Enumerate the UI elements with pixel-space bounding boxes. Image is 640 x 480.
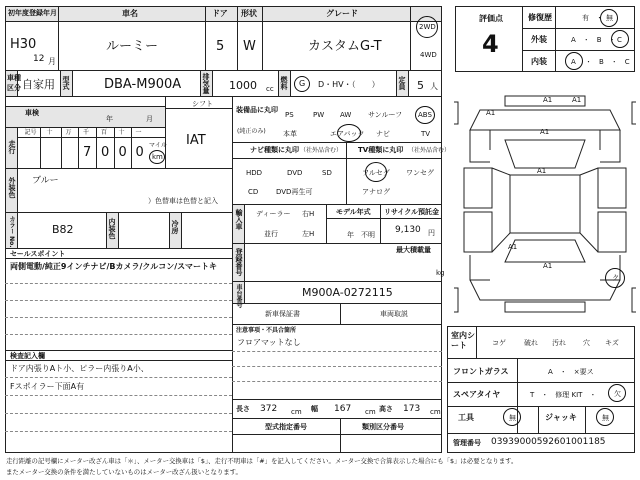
shift-label: シフト [192, 100, 213, 108]
mileage-digit: 0 [118, 145, 127, 160]
width-unit: cm [365, 408, 376, 416]
navi-label: ナビ種類に丸印 [250, 146, 299, 154]
reg-month-unit: 月 [48, 57, 56, 66]
model-value: DBA-M900A [104, 77, 182, 92]
equipment-airbag: エアバック [330, 130, 365, 138]
type-designation-label: 型式指定番号 [265, 423, 307, 431]
reg-year-value: H30 [10, 37, 37, 52]
warranty-label: 新車保証書 [265, 310, 300, 318]
front-glass-value: A ・ ×要ス [548, 368, 594, 376]
inspector-line-1: ドア内張りAト小、ピラー内張りA小、 [10, 364, 149, 373]
repair-label: 修復歴 [528, 13, 552, 22]
spare-tire-label: スペアタイヤ [453, 390, 501, 399]
shape-value: W [243, 39, 256, 54]
manual-label: 車両取説 [380, 310, 408, 318]
capacity-unit: 人 [430, 82, 438, 91]
grade-label: グレード [326, 9, 358, 18]
mileage-digit-label: 記号 [24, 129, 37, 136]
mgmt-label: 管理番号 [453, 439, 481, 447]
mileage-digit-label: 十 [46, 129, 53, 136]
width-label: 幅 [311, 405, 318, 413]
inspector-line-2: Fスポイラー下面A有 [10, 382, 85, 391]
width-value: 167 [334, 404, 352, 414]
capacity-value: 5 [417, 79, 424, 92]
mileage-digit-label: 百 [101, 129, 108, 136]
cautions-value: フロアマットなし [237, 338, 301, 347]
equipment-ps: PS [285, 111, 294, 119]
max-load-label: 最大積載量 [396, 246, 431, 254]
tv-oneseg: ワンセグ [406, 169, 434, 177]
interior-label: 内装 [531, 57, 547, 66]
equipment-sunroof: サンルーフ [368, 111, 403, 119]
interior-selected: A [571, 58, 576, 66]
footer-line-1: 走行距離の記号欄にメーター改ざん車は「＊」、メーター交換車は「$」、走行不明車は「#」を記入してください。メーター交換で合算表示した場合にも「$」は必要となります。 [6, 457, 518, 465]
inspection-month-unit: 月 [146, 115, 153, 123]
unit-km: km [152, 153, 163, 161]
recycle-value: 9,130 [395, 225, 421, 235]
cautions-label: 注意事項・不具合箇所 [236, 327, 297, 334]
model-year-value: 年 不明 [347, 231, 375, 239]
navi-hdd: HDD [246, 169, 263, 177]
seat-item-tear: 破れ [524, 339, 538, 347]
fuel-options: D・HV・（ ） [318, 80, 380, 89]
import-dealer: ディーラー [256, 210, 291, 218]
seat-item-hole: 穴 [583, 339, 590, 347]
exterior-selected: C [617, 36, 622, 44]
equipment-leather: 本革 [283, 130, 297, 138]
navi-sub: （社外品含む） [300, 147, 343, 154]
height-label: 高さ [379, 405, 393, 413]
category-label-2: 区分 [7, 84, 21, 92]
footer-line-2: またメーター交換の条件を満たしていないものはメーター改ざん扱いとなります。 [6, 468, 242, 476]
capacity-label: 定員 [398, 76, 406, 90]
door-value: 5 [216, 39, 225, 54]
length-value: 372 [260, 404, 278, 414]
exterior-options: A ・ B ・ [571, 36, 616, 44]
equipment-pw: PW [313, 111, 325, 119]
drive-2wd: 2WD [419, 23, 436, 31]
tools-selected: 無 [509, 414, 516, 422]
navi-sd: SD [322, 169, 332, 177]
inspection-year-unit: 年 [106, 115, 113, 123]
damage-mark: A1 [540, 128, 550, 136]
chassis-value: M900A-0272115 [302, 286, 393, 299]
length-label: 長さ [236, 405, 250, 413]
fuel-g: G [299, 79, 306, 88]
mileage-digit: 7 [83, 145, 92, 160]
mileage-digit-label: 十 [118, 129, 125, 136]
car-name-label: 車名 [122, 9, 138, 18]
car-name-value: ルーミー [106, 39, 159, 54]
equipment-tv: TV [421, 130, 431, 138]
equipment-abs: ABS [418, 111, 432, 119]
door-label: ドア [212, 9, 228, 18]
tv-sub: （社外品含む） [408, 147, 451, 154]
sales-points-label: セールスポイント [10, 250, 66, 258]
tv-label: TV種類に丸印 [358, 146, 404, 154]
mileage-digit: 0 [135, 145, 144, 160]
exterior-label: 外装 [531, 35, 547, 44]
unit-mile: マイル [149, 142, 167, 149]
equipment-label: 装備品に丸印 [236, 106, 278, 114]
shift-value: IAT [186, 133, 206, 148]
equipment-navi: ナビ [376, 130, 390, 138]
equipment-aw: AW [340, 111, 352, 119]
mgmt-number: 0393900059260100118​5 [491, 437, 606, 447]
equipment-sub: (純正のみ) [237, 128, 266, 135]
score-value: 4 [482, 30, 499, 58]
seat-label: 室内シート [451, 331, 475, 351]
damage-mark: A1 [508, 243, 518, 251]
chassis-label: 車台番号 [235, 284, 242, 308]
interior-options: ・ B ・ C [585, 58, 630, 66]
model-year-label: モデル年式 [336, 208, 371, 216]
damage-mark: A1 [572, 96, 582, 104]
navi-dvd: DVD [287, 169, 303, 177]
color-note: ）色替車は色替と記入 [148, 197, 218, 205]
mileage-label: 走行 [8, 140, 16, 154]
jack-label: ジャッキ [545, 413, 577, 422]
interior-color-label: 内装色 [108, 218, 116, 239]
mileage-digit-label: 万 [65, 129, 72, 136]
import-label: 輸入車 [235, 209, 243, 230]
displacement-label: 排気量 [202, 73, 210, 94]
reg-year-label: 初年度登録年月 [8, 9, 57, 17]
spare-tire-options: T ・ 修理 KIT ・ [530, 391, 597, 399]
height-value: 173 [403, 404, 421, 414]
mileage-digit-label: 一 [135, 129, 142, 136]
repair-options: 有 ・ [582, 14, 603, 22]
fuel-label: 燃料 [280, 76, 288, 90]
mileage-digit: 0 [101, 145, 110, 160]
displacement-value: 1000 [229, 79, 257, 92]
front-glass-label: フロントガラス [453, 367, 509, 376]
shape-label: 形状 [241, 9, 257, 18]
score-label: 評価点 [479, 14, 503, 23]
import-left: 左H [302, 230, 315, 238]
jack-selected: 無 [602, 414, 609, 422]
seat-item-burn: コゲ [492, 339, 506, 347]
sales-points-text: 両側電動/純正9インチナビ/Bカメラ/クルコン/スマートキ [10, 262, 217, 271]
category-number-label: 類別区分番号 [362, 423, 404, 431]
model-label: 型式 [62, 76, 70, 90]
navi-cd: CD [248, 188, 259, 196]
inspection-label: 車検 [25, 109, 39, 117]
damage-mark: A1 [486, 109, 496, 117]
category-label: 車種 [7, 74, 21, 82]
drive-4wd: 4WD [420, 51, 437, 59]
color-label: 外装色 [8, 177, 16, 198]
cooler-label: 冷房 [171, 220, 179, 234]
glass-mark: ク [612, 274, 619, 282]
category-value: 自家用 [22, 78, 55, 91]
tv-fullseg: フルセグ [362, 169, 390, 177]
seat-item-dirt: 汚れ [552, 339, 566, 347]
height-unit: cm [430, 408, 441, 416]
damage-mark: A1 [543, 96, 553, 104]
navi-dvd-playback: DVD再生可 [276, 188, 313, 196]
recycle-label: リサイクル預託金 [384, 208, 440, 216]
grade-value: カスタムG-T [308, 39, 382, 54]
color-value: ブルー [32, 176, 59, 186]
registration-label: 登録番号 [235, 248, 243, 276]
import-right: 右H [302, 210, 315, 218]
max-load-unit: kg [436, 269, 445, 277]
repair-selected: 無 [606, 14, 613, 22]
color-code-label: カラー No. [8, 216, 15, 248]
tv-analog: アナログ [362, 188, 390, 196]
inspector-label: 検査記入欄 [10, 352, 45, 360]
displacement-unit: cc [266, 85, 274, 93]
length-unit: cm [291, 408, 302, 416]
damage-mark: A1 [543, 262, 553, 270]
seat-item-scratch: キズ [605, 339, 619, 347]
recycle-unit: 円 [428, 229, 435, 237]
spare-tire-selected: 欠 [614, 390, 621, 398]
damage-mark: A1 [537, 167, 547, 175]
reg-month-value: 12 [33, 54, 45, 64]
import-parallel: 並行 [264, 230, 278, 238]
mileage-digit-label: 千 [83, 129, 90, 136]
tools-label: 工具 [458, 413, 474, 422]
color-code-value: B82 [52, 223, 74, 236]
